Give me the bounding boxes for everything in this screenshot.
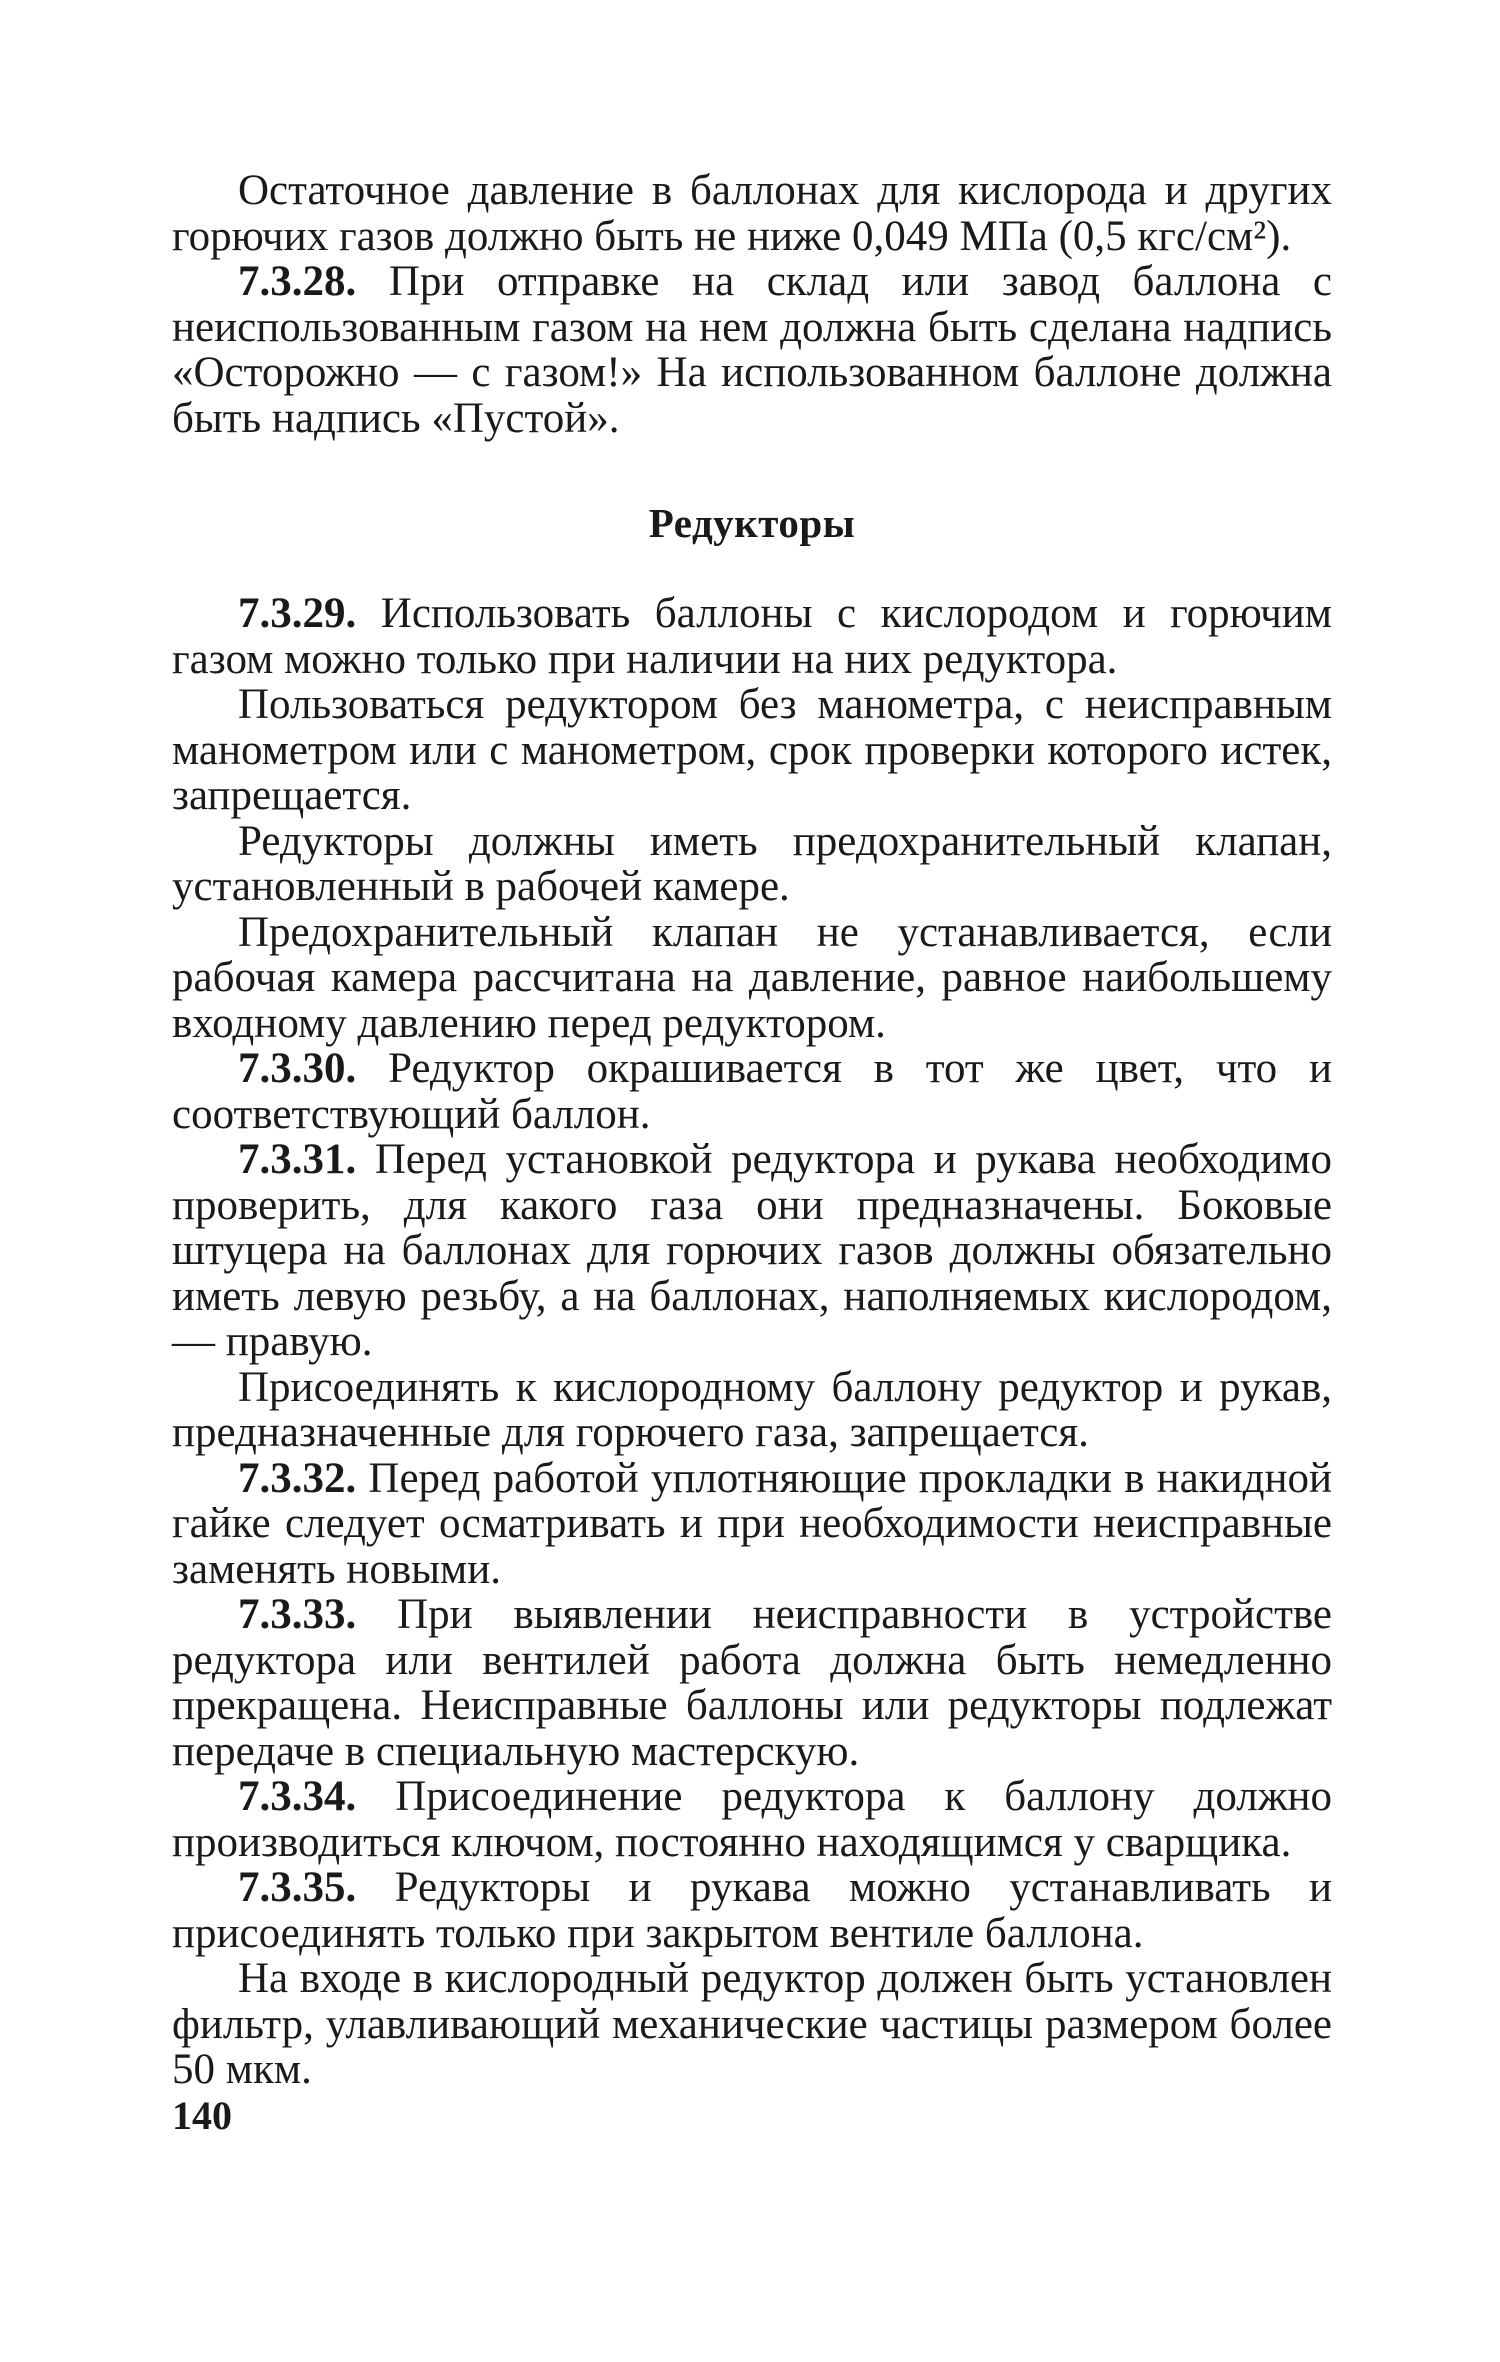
clause-number: 7.3.29. — [238, 590, 381, 637]
clause-number: 7.3.30. — [238, 1045, 389, 1092]
paragraph-7-3-30 — [172, 1046, 1332, 1137]
page-body — [172, 168, 1332, 2093]
clause-number: 7.3.33. — [238, 1591, 398, 1638]
paragraph-text: На входе в кислородный редуктор должен быть установлен фильтр, улавливающий механические частицы размером более 50 мкм. — [172, 1955, 1332, 2093]
paragraph-text: Перед работой уплотняющие прокладки в накидной гайке следует осматривать и при необходимости неисправные заменять новыми. — [172, 1454, 1332, 1593]
paragraph-7-3-32 — [172, 1456, 1332, 1593]
paragraph-text: Использовать баллоны с кислородом и горючим газом можно только при наличии на них редуктора. — [172, 590, 1333, 683]
page-number: 140 — [172, 2093, 232, 2138]
paragraph-text: При выявлении неисправности в устройстве редуктора или вентилей работа должна быть немедленно прекращена. Неисправные баллоны или редукторы подлежат передаче в специальную мастерскую. — [172, 1591, 1333, 1775]
paragraph-text: Предохранительный клапан не устанавливается, если рабочая камера рассчитана на давление, равное наибольшему входному давлению перед редуктором. — [172, 908, 1332, 1047]
paragraph-text: Пользоваться редуктором без манометра, с неисправным манометром или с манометром, срок проверки которого истек, запрещается. — [172, 681, 1332, 819]
paragraph-text: Остаточное давление в баллонах для кислорода и других горючих газов должно быть не ниже 0,049 МПа (0,5 кгс/см²). — [172, 167, 1332, 260]
paragraph-oxygen-connection — [172, 1365, 1332, 1456]
paragraph-text: Присоединение редуктора к баллону должно производиться ключом, постоянно находящимся у сварщика. — [172, 1773, 1332, 1866]
clause-number: 7.3.32. — [238, 1454, 369, 1502]
paragraph-7-3-28 — [172, 259, 1332, 441]
paragraph-text: Редукторы и рукава можно устанавливать и присоединять только при закрытом вентиле баллона. — [172, 1864, 1332, 1957]
section-heading: Редукторы — [648, 500, 856, 546]
paragraph-residual-pressure — [172, 168, 1332, 259]
paragraph-text: Перед установкой редуктора и рукава необходимо проверить, для какого газа они предназначены. Боковые штуцера на баллонах для горючих газов должны обязательно иметь левую резьбу, а на баллонах, наполняемых кислородом,— правую. — [172, 1136, 1333, 1365]
paragraph-manometer — [172, 682, 1332, 819]
paragraph-7-3-34 — [172, 1774, 1332, 1865]
paragraph-text: Редукторы должны иметь предохранительный клапан, установленный в рабочей камере. — [172, 817, 1332, 910]
clause-number: 7.3.35. — [238, 1864, 395, 1911]
clause-number: 7.3.28. — [238, 258, 389, 305]
paragraph-text: Редуктор окрашивается в тот же цвет, что и соответствующий баллон. — [172, 1045, 1333, 1138]
paragraph-valve-exception — [172, 910, 1332, 1047]
paragraph-7-3-35 — [172, 1865, 1332, 1956]
paragraph-safety-valve — [172, 819, 1332, 910]
paragraph-7-3-31 — [172, 1137, 1332, 1365]
clause-number: 7.3.34. — [238, 1773, 396, 1820]
paragraph-text: При отправке на склад или завод баллона с неиспользованным газом на нем должна быть сделана надпись «Осторожно — с газом!» На использованном баллоне должна быть надпись «Пустой». — [172, 258, 1333, 442]
paragraph-7-3-29 — [172, 591, 1332, 682]
paragraph-text: Присоединять к кислородному баллону редуктор и рукав, предназначенные для горючего газа, запрещается. — [172, 1363, 1332, 1456]
clause-number: 7.3.31. — [238, 1136, 375, 1183]
paragraph-filter — [172, 1956, 1332, 2093]
paragraph-7-3-33 — [172, 1592, 1332, 1774]
